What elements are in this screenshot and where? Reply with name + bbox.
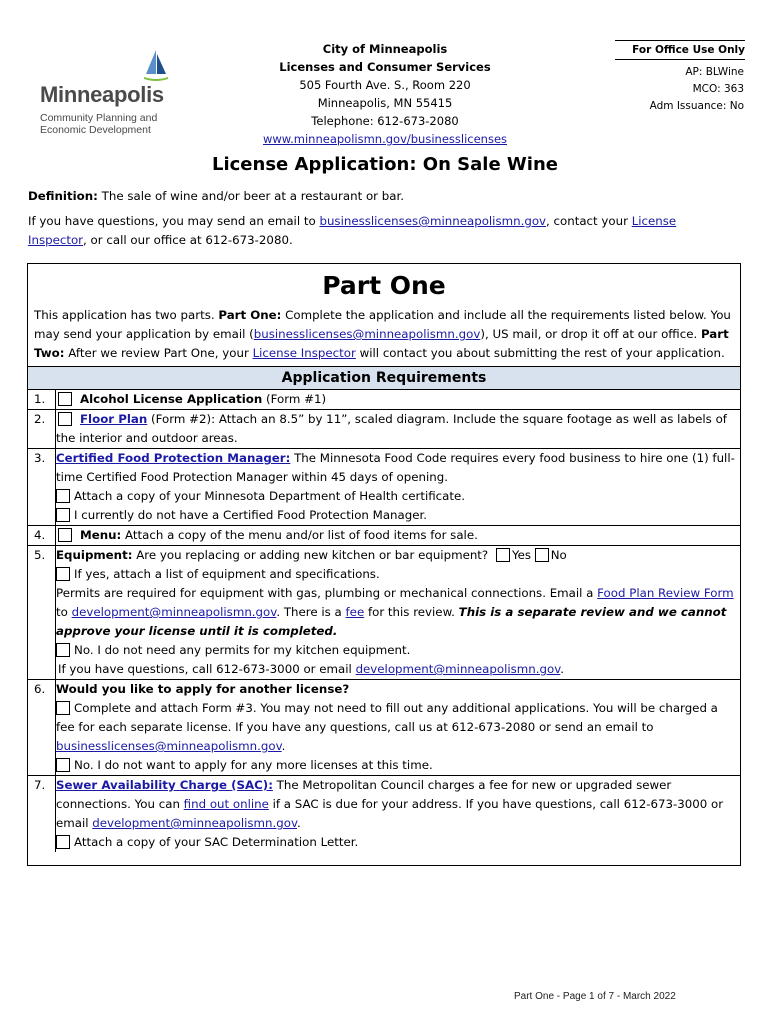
- requirements-list: [28, 390, 740, 852]
- agency-department: Licenses and Consumer Services: [279, 60, 491, 74]
- definition: Definition: The sale of wine and/or beer at a restaurant or bar.: [28, 189, 405, 203]
- review-fee-link[interactable]: fee: [345, 605, 365, 619]
- floor-plan-link[interactable]: Floor Plan: [80, 412, 148, 426]
- requirement-item-7: 7. Sewer Availability Charge (SAC): The Metropolitan Council charges a fee for new or upgraded sewer connections. You can find out online if a SAC is due for your address. If you have questions, call 612-673-3000 or email development@minneapolismn.gov. Attach a copy of your SAC Determination Letter.: [28, 776, 740, 852]
- business-licenses-email-link-2[interactable]: businesslicenses@minneapolismn.gov: [56, 739, 282, 753]
- office-use-header: For Office Use Only: [615, 41, 745, 60]
- part-one-inspector-link[interactable]: License Inspector: [252, 346, 356, 360]
- page-footer: Part One - Page 1 of 7 - March 2022: [514, 991, 676, 1002]
- food-protection-manager-link[interactable]: Certified Food Protection Manager:: [56, 451, 291, 465]
- checkbox-menu[interactable]: [58, 528, 72, 542]
- development-email-link-2[interactable]: development@minneapolismn.gov: [355, 662, 561, 676]
- office-use-box: [615, 40, 745, 115]
- minneapolis-logo: [40, 50, 170, 140]
- checkbox-floor-plan[interactable]: [58, 412, 72, 426]
- questions-paragraph: If you have questions, you may send an email to businesslicenses@minneapolismn.gov, contact your License Inspector, or call our office at 612-673-2080.: [28, 214, 677, 247]
- sailboat-logo-icon: [144, 50, 168, 82]
- checkbox-equipment-yes[interactable]: [496, 548, 510, 562]
- part-one-heading: Part One: [322, 271, 446, 300]
- office-ap: AP: BLWine: [685, 66, 744, 78]
- checkbox-sac-letter[interactable]: [56, 835, 70, 849]
- page-title: License Application: On Sale Wine: [212, 154, 558, 175]
- checkbox-alcohol-application[interactable]: [58, 392, 72, 406]
- food-plan-review-form-link[interactable]: Food Plan Review Form: [597, 586, 734, 600]
- requirement-item-4: 4. Menu: Attach a copy of the menu and/or list of food items for sale.: [28, 526, 740, 546]
- requirement-item-5: 5. Equipment: Are you replacing or adding new kitchen or bar equipment? Yes No If yes, attach a list of equipment and specifications. Permits are required for equipment with gas, plumbing or mechanical connections. Email a Food Plan Review Form to development@minneapolismn.gov. There is a fee for this review. This is a separate review and we cannot approve your license until it is completed. No. I do not need any permits for my kitchen equipment. If you have questions, call 612-673-3000 or email development@minneapolismn.gov.: [28, 546, 740, 680]
- find-out-online-link[interactable]: find out online: [183, 797, 269, 811]
- development-email-link-3[interactable]: development@minneapolismn.gov: [92, 816, 298, 830]
- requirement-item-3: 3. Certified Food Protection Manager: The Minnesota Food Code requires every food business to hire one (1) full-time Certified Food Protection Manager within 45 days of opening. Attach a copy of your Minnesota Department of Health certificate. I currently do not have a Certified Food Protection Manager.: [28, 449, 740, 526]
- part-one-intro: This application has two parts. Part One: Complete the application and include all the requirements listed below. You may send your application by email (businesslicenses@minneapolismn.gov), US mail, or drop it off at our office. Part Two: After we review Part One, your License Inspector will contact you about submitting the rest of your application.: [34, 308, 731, 360]
- checkbox-mdh-certificate[interactable]: [56, 489, 70, 503]
- business-licenses-email-link[interactable]: businesslicenses@minneapolismn.gov: [319, 214, 547, 228]
- checkbox-equipment-no[interactable]: [535, 548, 549, 562]
- requirement-item-2: 2. Floor Plan (Form #2): Attach an 8.5” by 11”, scaled diagram. Include the square footage as well as labels of the interior and outdoor areas.: [28, 410, 740, 449]
- sac-link[interactable]: Sewer Availability Charge (SAC):: [56, 778, 273, 792]
- checkbox-no-permits[interactable]: [56, 643, 70, 657]
- license-inspector-link[interactable]: License Inspector: [28, 214, 677, 247]
- checkbox-equipment-list[interactable]: [56, 567, 70, 581]
- requirements-header: Application Requirements: [28, 366, 740, 390]
- agency-city: City of Minneapolis: [322, 42, 448, 56]
- agency-telephone: Telephone: 612-673-2080: [311, 114, 459, 128]
- part-one-email-link[interactable]: businesslicenses@minneapolismn.gov: [253, 327, 481, 341]
- logo-subtitle: Community Planning and Economic Development: [40, 112, 158, 136]
- development-email-link[interactable]: development@minneapolismn.gov: [71, 605, 277, 619]
- checkbox-form-3[interactable]: [56, 701, 70, 715]
- agency-contact-block: [240, 40, 530, 148]
- agency-website-link[interactable]: www.minneapolismn.gov/businesslicenses: [262, 132, 508, 146]
- requirement-item-6: 6. Would you like to apply for another license? Complete and attach Form #3. You may not need to fill out any additional applications. You will be charged a fee for each separate license. If you have any questions, call us at 612-673-2080 or send an email to businesslicenses@minneapolismn.gov. No. I do not want to apply for any more licenses at this time.: [28, 680, 740, 776]
- intro-section: [28, 187, 728, 256]
- agency-address-line1: 505 Fourth Ave. S., Room 220: [299, 78, 471, 92]
- checkbox-no-more-licenses[interactable]: [56, 758, 70, 772]
- logo-wordmark: Minneapolis: [40, 82, 164, 107]
- part-one-box: [27, 263, 741, 866]
- office-adm-issuance: Adm Issuance: No: [649, 100, 744, 112]
- requirement-item-1: 1. Alcohol License Application (Form #1): [28, 390, 740, 410]
- agency-address-line2: Minneapolis, MN 55415: [317, 96, 453, 110]
- office-mco: MCO: 363: [692, 83, 744, 95]
- checkbox-no-food-manager[interactable]: [56, 508, 70, 522]
